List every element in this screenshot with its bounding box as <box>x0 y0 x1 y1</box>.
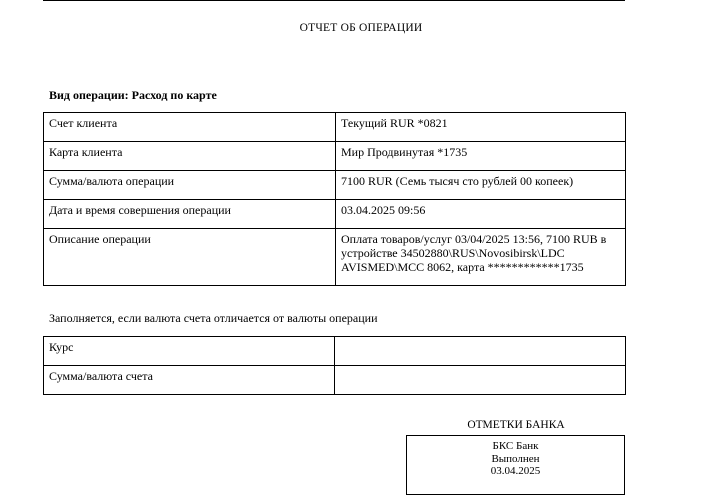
client-account-value: Текущий RUR *0821 <box>336 113 626 142</box>
operation-details-table <box>43 112 626 286</box>
exchange-rate-label: Курс <box>44 337 335 366</box>
client-card-label: Карта клиента <box>44 142 336 171</box>
table-row <box>44 171 626 200</box>
top-rule <box>43 0 625 1</box>
table-row <box>44 113 626 142</box>
table-row <box>44 337 626 366</box>
account-amount-label: Сумма/валюта счета <box>44 366 335 395</box>
exchange-rate-value <box>335 337 626 366</box>
operation-datetime-value: 03.04.2025 09:56 <box>336 200 626 229</box>
bank-stamp-box <box>406 435 625 495</box>
operation-description-label: Описание операции <box>44 229 336 286</box>
operation-description-value: Оплата товаров/услуг 03/04/2025 13:56, 7100 RUB в устройстве 34502880\RUS\Novosibirsk\LDC AVISMED\MCC 8062, карта ************1735 <box>336 229 626 286</box>
operation-datetime-label: Дата и время совершения операции <box>44 200 336 229</box>
bank-date: 03.04.2025 <box>490 465 541 477</box>
bank-status: Выполнен <box>491 452 540 465</box>
bank-marks-title: ОТМЕТКИ БАНКА <box>467 419 565 431</box>
account-amount-value <box>335 366 626 395</box>
bank-name: БКС Банк <box>492 440 539 452</box>
table-row <box>44 200 626 229</box>
document-title: ОТЧЕТ ОБ ОПЕРАЦИИ <box>299 22 423 34</box>
currency-table <box>43 336 626 395</box>
operation-amount-label: Сумма/валюта операции <box>44 171 336 200</box>
table-row <box>44 366 626 395</box>
currency-note: Заполняется, если валюта счета отличается от валюты операции <box>49 311 378 325</box>
operation-amount-value: 7100 RUR (Семь тысяч сто рублей 00 копеек) <box>336 171 626 200</box>
table-row <box>44 229 626 286</box>
client-account-label: Счет клиента <box>44 113 336 142</box>
operation-type: Вид операции: Расход по карте <box>49 88 217 102</box>
client-card-value: Мир Продвинутая *1735 <box>336 142 626 171</box>
table-row <box>44 142 626 171</box>
